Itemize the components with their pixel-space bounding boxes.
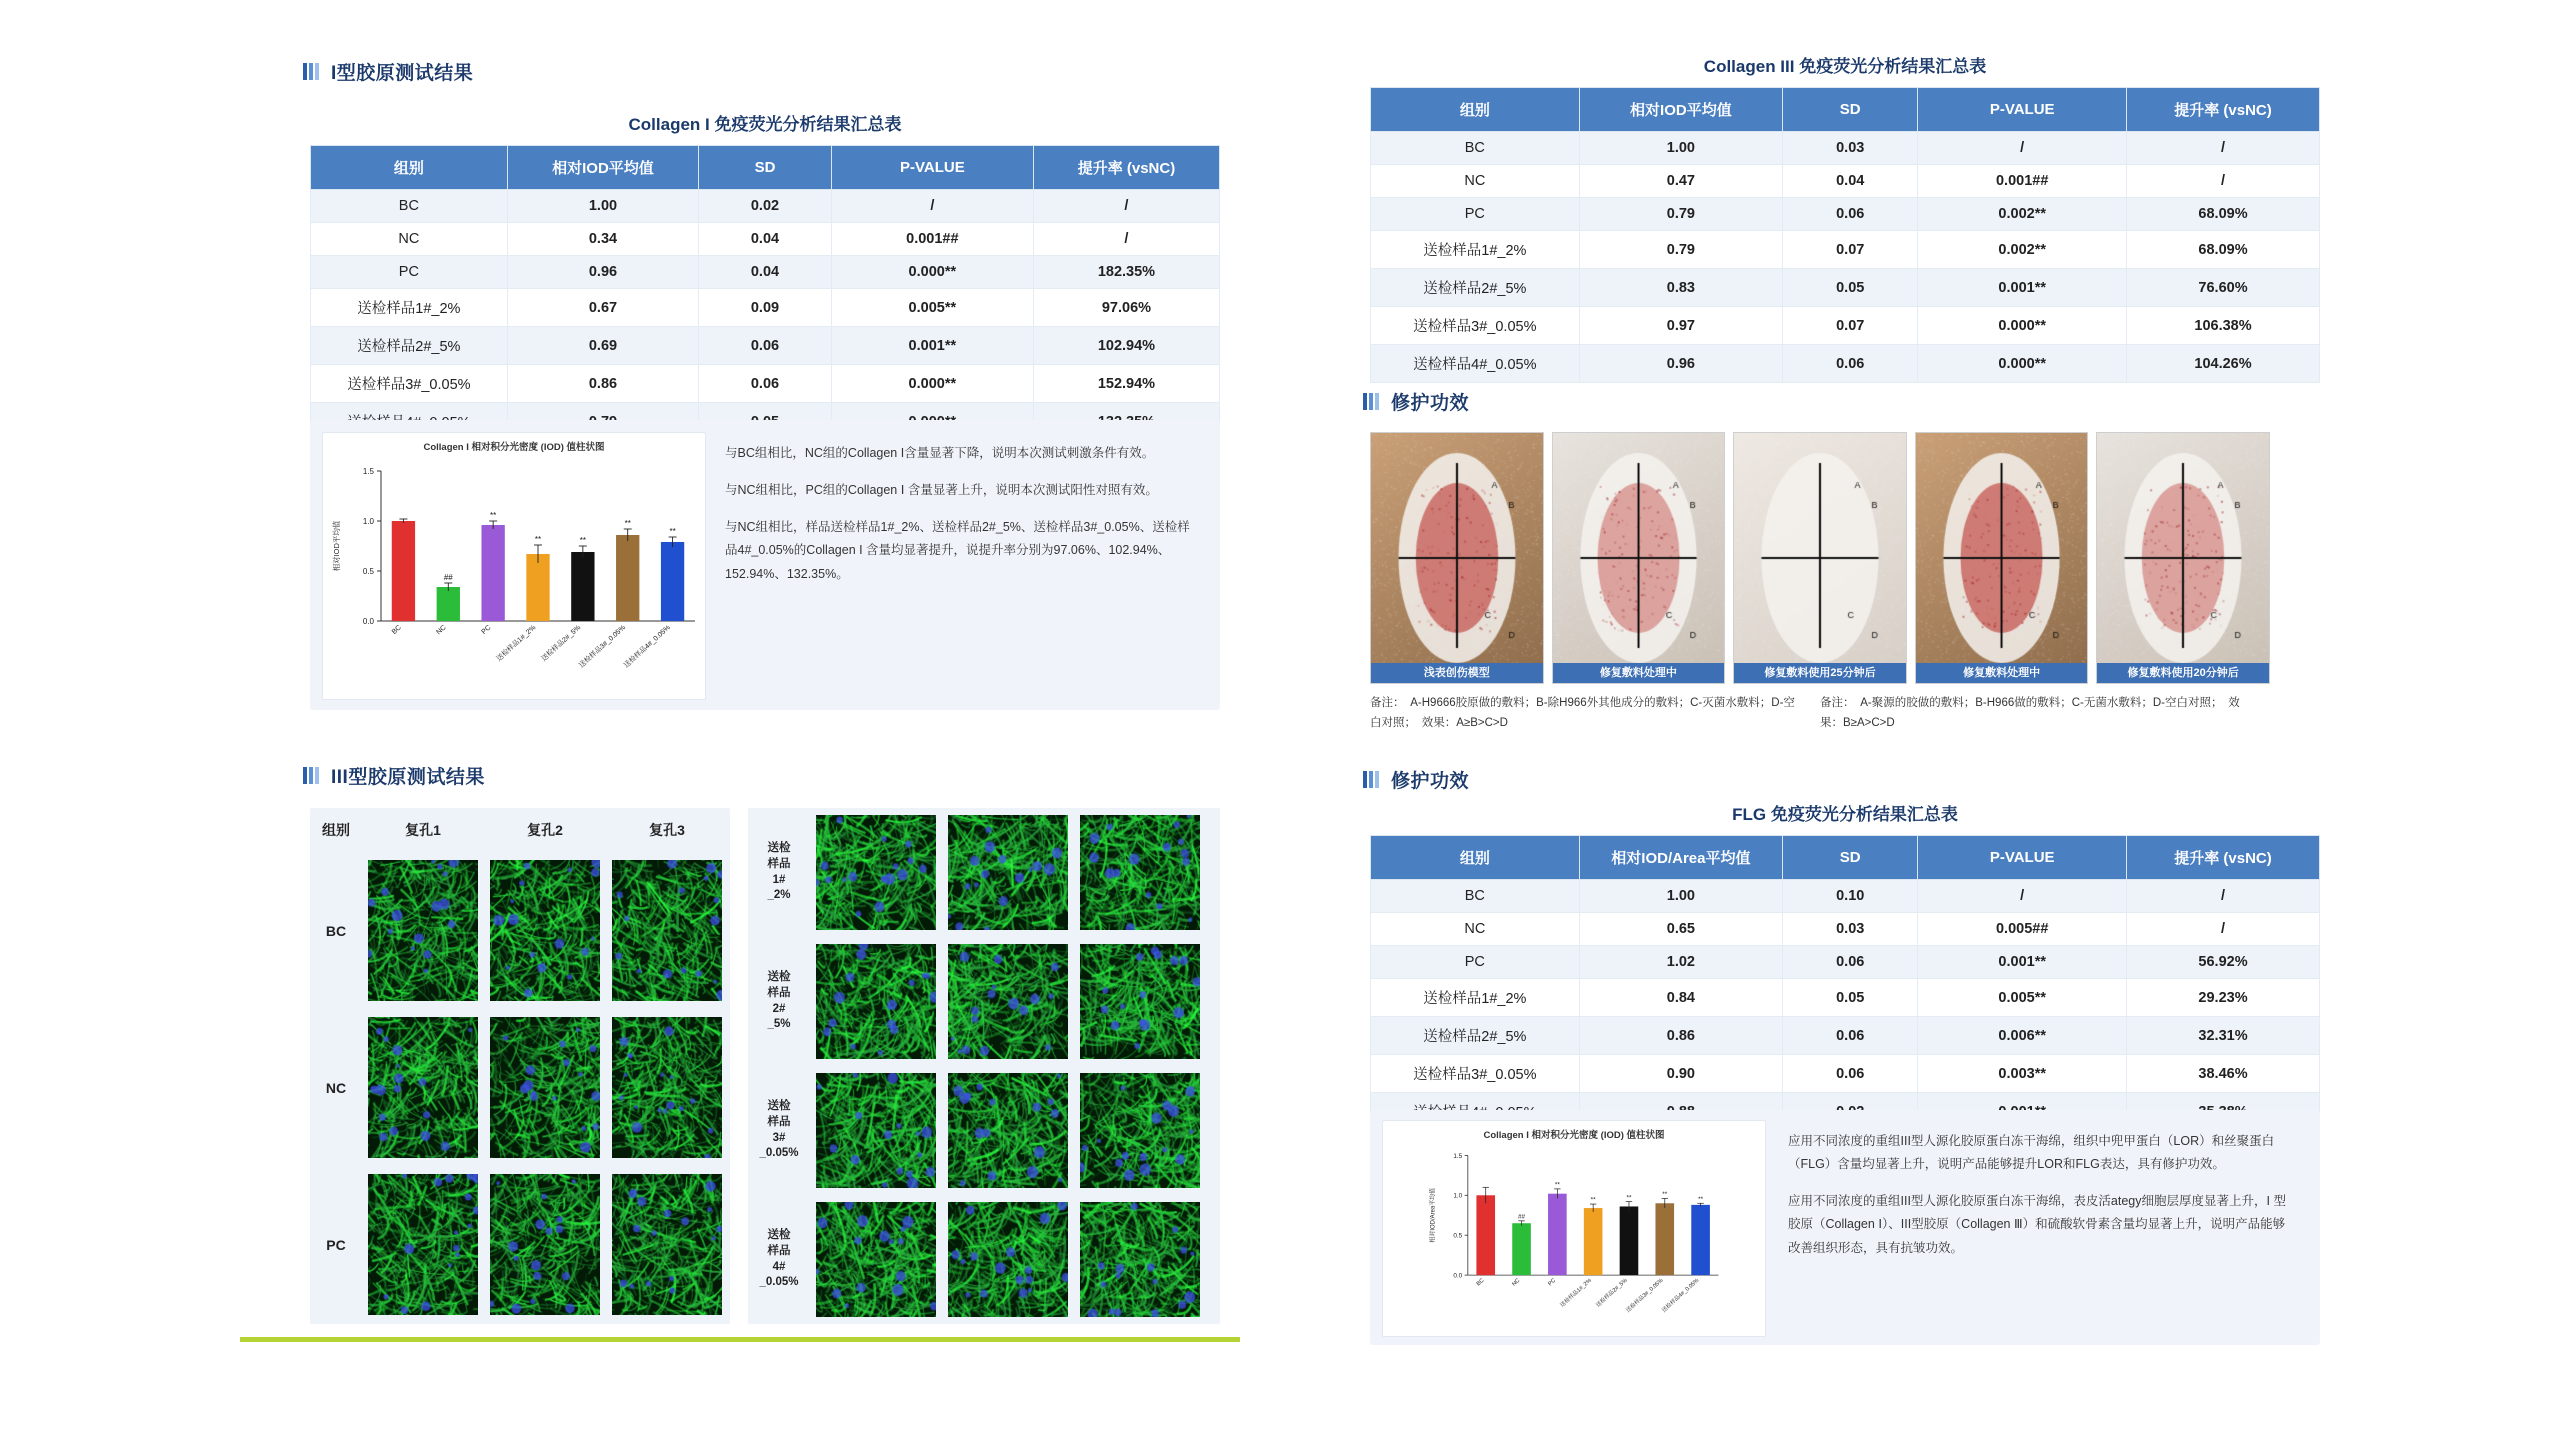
fl-image-cell xyxy=(810,808,942,937)
svg-text:**: ** xyxy=(1554,1181,1560,1189)
fluorescence-grid-right xyxy=(748,808,1220,1324)
svg-text:相对IOD平均值: 相对IOD平均值 xyxy=(332,520,341,572)
th-sd: SD xyxy=(1783,88,1918,132)
improve-cell: 38.46% xyxy=(2127,1055,2320,1093)
group-cell: NC xyxy=(1371,913,1580,946)
table-row xyxy=(1371,165,2320,198)
svg-text:送检样品2#_5%: 送检样品2#_5% xyxy=(540,624,583,663)
improve-cell: 182.35% xyxy=(1033,256,1219,289)
fluorescence-image xyxy=(816,1202,936,1317)
fl-image-cell xyxy=(606,1166,728,1323)
th-iod: 相对IOD平均值 xyxy=(507,146,698,190)
fl-image-cell xyxy=(810,937,942,1066)
table-header-row xyxy=(1371,836,2320,880)
fl-col-head-1: 复孔1 xyxy=(405,822,441,838)
group-cell: PC xyxy=(1371,946,1580,979)
pvalue-cell: 0.000** xyxy=(831,256,1033,289)
pvalue-cell: 0.001## xyxy=(1918,165,2127,198)
improve-cell: 29.23% xyxy=(2127,979,2320,1017)
pvalue-cell: 0.005## xyxy=(1918,913,2127,946)
fl-image-cell xyxy=(810,1066,942,1195)
svg-text:0.5: 0.5 xyxy=(362,567,374,576)
repair-photo-caption: 修复敷料处理中 xyxy=(1916,663,2088,683)
svg-text:送检样品3#_0.05%: 送检样品3#_0.05% xyxy=(578,624,628,670)
improve-cell: 68.09% xyxy=(2127,198,2320,231)
svg-text:NC: NC xyxy=(435,624,448,637)
group-cell: 送检样品2#_5% xyxy=(1371,269,1580,307)
fluorescence-image xyxy=(490,860,600,1001)
flg-table-block xyxy=(1370,800,2320,1131)
sd-cell: 0.10 xyxy=(1783,880,1918,913)
fl-image-cell xyxy=(606,1009,728,1166)
fl-image-cell xyxy=(1074,1195,1206,1324)
repair-photo xyxy=(1733,432,1907,684)
svg-text:**: ** xyxy=(579,536,586,545)
group-cell: PC xyxy=(311,256,508,289)
sd-cell: 0.06 xyxy=(1783,1055,1918,1093)
repair-photo-caption: 修复敷料使用25分钟后 xyxy=(1734,663,1906,683)
fl-image-cell xyxy=(942,1066,1074,1195)
fl-image-cell xyxy=(484,1166,606,1323)
flg-chart xyxy=(1382,1120,1766,1337)
fl-col-head-2: 复孔2 xyxy=(527,822,563,838)
fluorescence-image xyxy=(948,815,1068,930)
th-pvalue: P-VALUE xyxy=(831,146,1033,190)
svg-text:0.0: 0.0 xyxy=(1453,1272,1463,1280)
fl-row-label: 送检 样品 2# _5% xyxy=(767,971,791,1031)
repair-photo-caption: 修复敷料使用20分钟后 xyxy=(2097,663,2269,683)
heading-bars-icon xyxy=(303,63,321,81)
sd-cell: 0.03 xyxy=(1783,132,1918,165)
value-cell: 0.79 xyxy=(1579,198,1782,231)
svg-text:**: ** xyxy=(1626,1194,1632,1202)
collagen3-table-block xyxy=(1370,52,2320,383)
pvalue-cell: 0.003** xyxy=(1918,1055,2127,1093)
improve-cell: 32.31% xyxy=(2127,1017,2320,1055)
table-row xyxy=(1371,946,2320,979)
svg-text:NC: NC xyxy=(1511,1277,1522,1288)
improve-cell: 56.92% xyxy=(2127,946,2320,979)
fluorescence-image xyxy=(368,860,478,1001)
fluorescence-image xyxy=(612,1017,722,1158)
flg-analysis-card xyxy=(1370,1110,2320,1345)
fluorescence-image xyxy=(816,815,936,930)
sd-cell: 0.06 xyxy=(1783,1017,1918,1055)
fluorescence-image xyxy=(368,1174,478,1315)
pvalue-cell: 0.001** xyxy=(1918,946,2127,979)
table-row xyxy=(311,289,1220,327)
svg-text:BC: BC xyxy=(390,624,403,636)
flg-table-title: FLG 免疫荧光分析结果汇总表 xyxy=(1732,805,1958,824)
svg-text:##: ## xyxy=(1517,1213,1526,1221)
fl-row-label: BC xyxy=(325,922,347,939)
collagen3-table-title: Collagen III 免疫荧光分析结果汇总表 xyxy=(1703,57,1987,76)
repair-photo xyxy=(1370,432,1544,684)
sd-cell: 0.06 xyxy=(699,327,832,365)
table-row xyxy=(311,223,1220,256)
improve-cell: / xyxy=(2127,880,2320,913)
group-cell: 送检样品3#_0.05% xyxy=(1371,307,1580,345)
value-cell: 0.96 xyxy=(507,256,698,289)
sd-cell: 0.07 xyxy=(1783,307,1918,345)
repair-photo-image xyxy=(1734,433,1906,683)
value-cell: 0.84 xyxy=(1579,979,1782,1017)
fluorescence-image xyxy=(368,1017,478,1158)
value-cell: 0.79 xyxy=(1579,231,1782,269)
value-cell: 0.86 xyxy=(507,365,698,403)
fluorescence-image xyxy=(816,944,936,1059)
fl-image-cell xyxy=(1074,808,1206,937)
table-row xyxy=(311,190,1220,223)
pvalue-cell: 0.001## xyxy=(831,223,1033,256)
fl-image-cell xyxy=(942,808,1074,937)
pvalue-cell: / xyxy=(831,190,1033,223)
fluorescence-image xyxy=(1080,1073,1200,1188)
fl-row-label: 送检 样品 3# _0.05% xyxy=(759,1100,799,1160)
fl-image-cell xyxy=(606,852,728,1009)
th-iod: 相对IOD平均值 xyxy=(1579,88,1782,132)
sd-cell: 0.07 xyxy=(1783,231,1918,269)
flg-table xyxy=(1370,835,2320,1131)
group-cell: 送检样品1#_2% xyxy=(1371,979,1580,1017)
fl-image-cell xyxy=(362,852,484,1009)
repair-photo xyxy=(1552,432,1726,684)
group-cell: 送检样品1#_2% xyxy=(311,289,508,327)
chart-title: Collagen I 相对积分光密度 (IOD) 值柱状图 xyxy=(423,442,605,453)
repair-photo-image xyxy=(1553,433,1725,683)
section-heading-collagen1-label: I型胶原测试结果 xyxy=(331,63,474,84)
svg-text:相对IOD/Area平均值: 相对IOD/Area平均值 xyxy=(1430,1187,1437,1243)
table-row xyxy=(1371,1055,2320,1093)
fl-image-cell xyxy=(362,1009,484,1166)
pvalue-cell: 0.006** xyxy=(1918,1017,2127,1055)
improve-cell: / xyxy=(2127,132,2320,165)
section-heading-repair-1-label: 修护功效 xyxy=(1391,393,1470,414)
sd-cell: 0.05 xyxy=(1783,269,1918,307)
fl-row-label: 送检 样品 4# _0.05% xyxy=(759,1229,799,1289)
pvalue-cell: 0.005** xyxy=(1918,979,2127,1017)
collagen3-table xyxy=(1370,87,2320,383)
group-cell: 送检样品3#_0.05% xyxy=(311,365,508,403)
section-heading-repair-1 xyxy=(1363,388,1469,415)
section-heading-repair-2 xyxy=(1363,766,1469,793)
table-row xyxy=(1371,880,2320,913)
value-cell: 1.00 xyxy=(1579,880,1782,913)
table-header-row xyxy=(311,146,1220,190)
sd-cell: 0.04 xyxy=(1783,165,1918,198)
fl-row-label: PC xyxy=(326,1236,346,1253)
sd-cell: 0.06 xyxy=(1783,946,1918,979)
collagen1-table-title: Collagen I 免疫荧光分析结果汇总表 xyxy=(628,115,902,134)
repair-photo-image xyxy=(1916,433,2088,683)
fl-col-head-group: 组别 xyxy=(322,822,350,838)
group-cell: 送检样品2#_5% xyxy=(311,327,508,365)
group-cell: BC xyxy=(1371,132,1580,165)
value-cell: 1.00 xyxy=(1579,132,1782,165)
svg-text:**: ** xyxy=(534,535,542,544)
value-cell: 0.86 xyxy=(1579,1017,1782,1055)
fl-image-cell xyxy=(810,1195,942,1324)
svg-text:送检样品3#_0.05%: 送检样品3#_0.05% xyxy=(1625,1277,1665,1314)
collagen1-table-block xyxy=(310,110,1220,441)
improve-cell: / xyxy=(2127,165,2320,198)
sd-cell: 0.02 xyxy=(699,190,832,223)
collagen1-analysis-card xyxy=(310,420,1220,710)
pvalue-cell: 0.001** xyxy=(831,327,1033,365)
pvalue-cell: 0.000** xyxy=(1918,345,2127,383)
footer-accent-bar xyxy=(240,1337,1240,1342)
collagen1-bar-chart-svg xyxy=(323,453,705,691)
table-row xyxy=(1371,132,2320,165)
svg-text:**: ** xyxy=(624,519,631,528)
table-row xyxy=(1371,269,2320,307)
improve-cell: 106.38% xyxy=(2127,307,2320,345)
pvalue-cell: 0.002** xyxy=(1918,198,2127,231)
collagen1-paragraphs xyxy=(725,442,1195,600)
th-pvalue: P-VALUE xyxy=(1918,836,2127,880)
svg-text:0.0: 0.0 xyxy=(362,617,374,626)
svg-text:1.5: 1.5 xyxy=(1453,1152,1463,1160)
flg-bar-chart-svg xyxy=(1383,1141,1765,1331)
th-sd: SD xyxy=(1783,836,1918,880)
value-cell: 0.97 xyxy=(1579,307,1782,345)
repair-note-1: 备注： A-H9666胶原做的敷料；B-除H966外其他成分的敷料；C-灭菌水敷料；D-空白对照； 效果：A≥B>C>D xyxy=(1370,697,1795,729)
th-iod-area: 相对IOD/Area平均值 xyxy=(1579,836,1782,880)
value-cell: 0.90 xyxy=(1579,1055,1782,1093)
table-row xyxy=(311,327,1220,365)
value-cell: 1.00 xyxy=(507,190,698,223)
pvalue-cell: / xyxy=(1918,132,2127,165)
pvalue-cell: 0.000** xyxy=(831,365,1033,403)
fluorescence-image xyxy=(816,1073,936,1188)
group-cell: 送检样品3#_0.05% xyxy=(1371,1055,1580,1093)
sd-cell: 0.03 xyxy=(1783,913,1918,946)
fluorescence-image xyxy=(1080,944,1200,1059)
paragraph: 与NC组相比，样品送检样品1#_2%、送检样品2#_5%、送检样品3#_0.05%、送检样品4#_0.05%的Collagen I 含量均显著提升，说提升率分别为97.06%、102.94%、152.94%、132.35%。 xyxy=(725,520,1190,581)
value-cell: 0.96 xyxy=(1579,345,1782,383)
improve-cell: 152.94% xyxy=(1033,365,1219,403)
th-improve: 提升率 (vsNC) xyxy=(2127,836,2320,880)
improve-cell: 102.94% xyxy=(1033,327,1219,365)
improve-cell: 68.09% xyxy=(2127,231,2320,269)
fluorescence-image xyxy=(612,860,722,1001)
pvalue-cell: 0.000** xyxy=(1918,307,2127,345)
table-row xyxy=(311,256,1220,289)
sd-cell: 0.09 xyxy=(699,289,832,327)
pvalue-cell: / xyxy=(1918,880,2127,913)
sd-cell: 0.04 xyxy=(699,223,832,256)
value-cell: 0.83 xyxy=(1579,269,1782,307)
svg-text:**: ** xyxy=(669,527,676,536)
section-heading-repair-2-label: 修护功效 xyxy=(1391,771,1470,792)
table-row xyxy=(311,365,1220,403)
svg-text:1.5: 1.5 xyxy=(362,467,374,476)
svg-text:送检样品1#_2%: 送检样品1#_2% xyxy=(495,624,538,663)
svg-text:送检样品2#_5%: 送检样品2#_5% xyxy=(1595,1277,1629,1309)
repair-photo xyxy=(1915,432,2089,684)
chart-title: Collagen I 相对积分光密度 (IOD) 值柱状图 xyxy=(1483,1130,1665,1141)
value-cell: 0.34 xyxy=(507,223,698,256)
svg-text:**: ** xyxy=(1590,1196,1596,1204)
table-row xyxy=(1371,307,2320,345)
value-cell: 1.02 xyxy=(1579,946,1782,979)
section-heading-collagen1 xyxy=(303,58,473,85)
group-cell: 送检样品4#_0.05% xyxy=(1371,345,1580,383)
heading-bars-icon xyxy=(1363,393,1381,411)
improve-cell: / xyxy=(1033,190,1219,223)
repair-note-2: 备注： A-聚源的胶做的敷料；B-H966做的敷料；C-无菌水敷料；D-空白对照； 效果：B≥A>C>D xyxy=(1820,697,2240,729)
repair-photo-image xyxy=(1371,433,1543,683)
fluorescence-image xyxy=(490,1174,600,1315)
flg-paragraphs xyxy=(1788,1130,2293,1274)
svg-text:PC: PC xyxy=(480,624,493,636)
repair-photo xyxy=(2096,432,2270,684)
fl-col-head-3: 复孔3 xyxy=(649,822,685,838)
svg-text:送检样品4#_0.05%: 送检样品4#_0.05% xyxy=(1661,1277,1701,1314)
sd-cell: 0.05 xyxy=(1783,979,1918,1017)
group-cell: NC xyxy=(1371,165,1580,198)
table-row xyxy=(1371,231,2320,269)
improve-cell: 104.26% xyxy=(2127,345,2320,383)
fluorescence-grid-left xyxy=(310,808,730,1324)
pvalue-cell: 0.005** xyxy=(831,289,1033,327)
fl-row-label: NC xyxy=(325,1079,347,1096)
svg-text:送检样品1#_2%: 送检样品1#_2% xyxy=(1559,1277,1593,1309)
table-row xyxy=(1371,198,2320,231)
paragraph: 应用不同浓度的重组III型人源化胶原蛋白冻干海绵，组织中兜甲蛋白（LOR）和丝聚蛋白（FLG）含量均显著上升，说明产品能够提升LOR和FLG表达，具有修护功效。 xyxy=(1788,1134,2275,1172)
heading-bars-icon xyxy=(303,767,321,785)
fl-row-label: 送检 样品 1# _2% xyxy=(767,842,791,902)
svg-text:0.5: 0.5 xyxy=(1453,1232,1463,1240)
group-cell: NC xyxy=(311,223,508,256)
table-row xyxy=(1371,1017,2320,1055)
section-heading-collagen3-label: III型胶原测试结果 xyxy=(331,767,485,788)
svg-text:PC: PC xyxy=(1547,1277,1558,1288)
repair-photo-image xyxy=(2097,433,2269,683)
collagen1-chart xyxy=(322,432,706,700)
table-row xyxy=(1371,345,2320,383)
improve-cell: 97.06% xyxy=(1033,289,1219,327)
pvalue-cell: 0.001** xyxy=(1918,269,2127,307)
improve-cell: 76.60% xyxy=(2127,269,2320,307)
improve-cell: / xyxy=(1033,223,1219,256)
table-row xyxy=(1371,979,2320,1017)
value-cell: 0.47 xyxy=(1579,165,1782,198)
section-heading-collagen3 xyxy=(303,762,485,789)
paragraph: 与NC组相比，PC组的Collagen Ⅰ 含量显著上升，说明本次测试阳性对照有效。 xyxy=(725,483,1158,498)
fluorescence-image xyxy=(612,1174,722,1315)
heading-bars-icon xyxy=(1363,771,1381,789)
group-cell: 送检样品2#_5% xyxy=(1371,1017,1580,1055)
pvalue-cell: 0.002** xyxy=(1918,231,2127,269)
th-improve: 提升率 (vsNC) xyxy=(2127,88,2320,132)
paragraph: 与BC组相比，NC组的Collagen I含量显著下降，说明本次测试刺激条件有效。 xyxy=(725,446,1155,460)
fl-image-cell xyxy=(942,937,1074,1066)
value-cell: 0.65 xyxy=(1579,913,1782,946)
group-cell: PC xyxy=(1371,198,1580,231)
fl-image-cell xyxy=(484,1009,606,1166)
value-cell: 0.67 xyxy=(507,289,698,327)
svg-text:BC: BC xyxy=(1475,1277,1486,1288)
fluorescence-image xyxy=(948,944,1068,1059)
repair-photo-caption: 浅表创伤模型 xyxy=(1371,663,1543,683)
svg-text:**: ** xyxy=(490,511,497,520)
th-pvalue: P-VALUE xyxy=(1918,88,2127,132)
fluorescence-image xyxy=(1080,815,1200,930)
fl-image-cell xyxy=(942,1195,1074,1324)
svg-text:##: ## xyxy=(443,573,453,582)
fl-image-cell xyxy=(1074,937,1206,1066)
collagen1-table xyxy=(310,145,1220,441)
svg-text:1.0: 1.0 xyxy=(362,517,374,526)
th-group: 组别 xyxy=(1371,88,1580,132)
paragraph: 应用不同浓度的重组III型人源化胶原蛋白冻干海绵，表皮活ategy细胞层厚度显著上升，I 型胶原（Collagen Ⅰ）、III型胶原（Collagen Ⅲ）和硫酸软骨素含量均显著上升，说明产品能够改善组织形态，具有抗皱功效。 xyxy=(1788,1194,2286,1255)
value-cell: 0.69 xyxy=(507,327,698,365)
group-cell: BC xyxy=(1371,880,1580,913)
fl-image-cell xyxy=(362,1166,484,1323)
table-header-row xyxy=(1371,88,2320,132)
fluorescence-image xyxy=(1080,1202,1200,1317)
th-group: 组别 xyxy=(1371,836,1580,880)
svg-text:1.0: 1.0 xyxy=(1453,1192,1463,1200)
group-cell: 送检样品1#_2% xyxy=(1371,231,1580,269)
th-improve: 提升率 (vsNC) xyxy=(1033,146,1219,190)
improve-cell: / xyxy=(2127,913,2320,946)
fl-image-cell xyxy=(1074,1066,1206,1195)
table-row xyxy=(1371,913,2320,946)
sd-cell: 0.06 xyxy=(1783,345,1918,383)
fluorescence-image xyxy=(490,1017,600,1158)
fluorescence-image xyxy=(948,1073,1068,1188)
svg-text:**: ** xyxy=(1662,1191,1668,1199)
fluorescence-image xyxy=(948,1202,1068,1317)
sd-cell: 0.04 xyxy=(699,256,832,289)
svg-text:送检样品4#_0.05%: 送检样品4#_0.05% xyxy=(622,624,672,670)
repair-photo-caption: 修复敷料处理中 xyxy=(1553,663,1725,683)
fl-image-cell xyxy=(484,852,606,1009)
sd-cell: 0.06 xyxy=(1783,198,1918,231)
th-sd: SD xyxy=(699,146,832,190)
svg-text:**: ** xyxy=(1698,1195,1704,1203)
sd-cell: 0.06 xyxy=(699,365,832,403)
th-group: 组别 xyxy=(311,146,508,190)
group-cell: BC xyxy=(311,190,508,223)
repair-photo-strip xyxy=(1370,432,2270,682)
